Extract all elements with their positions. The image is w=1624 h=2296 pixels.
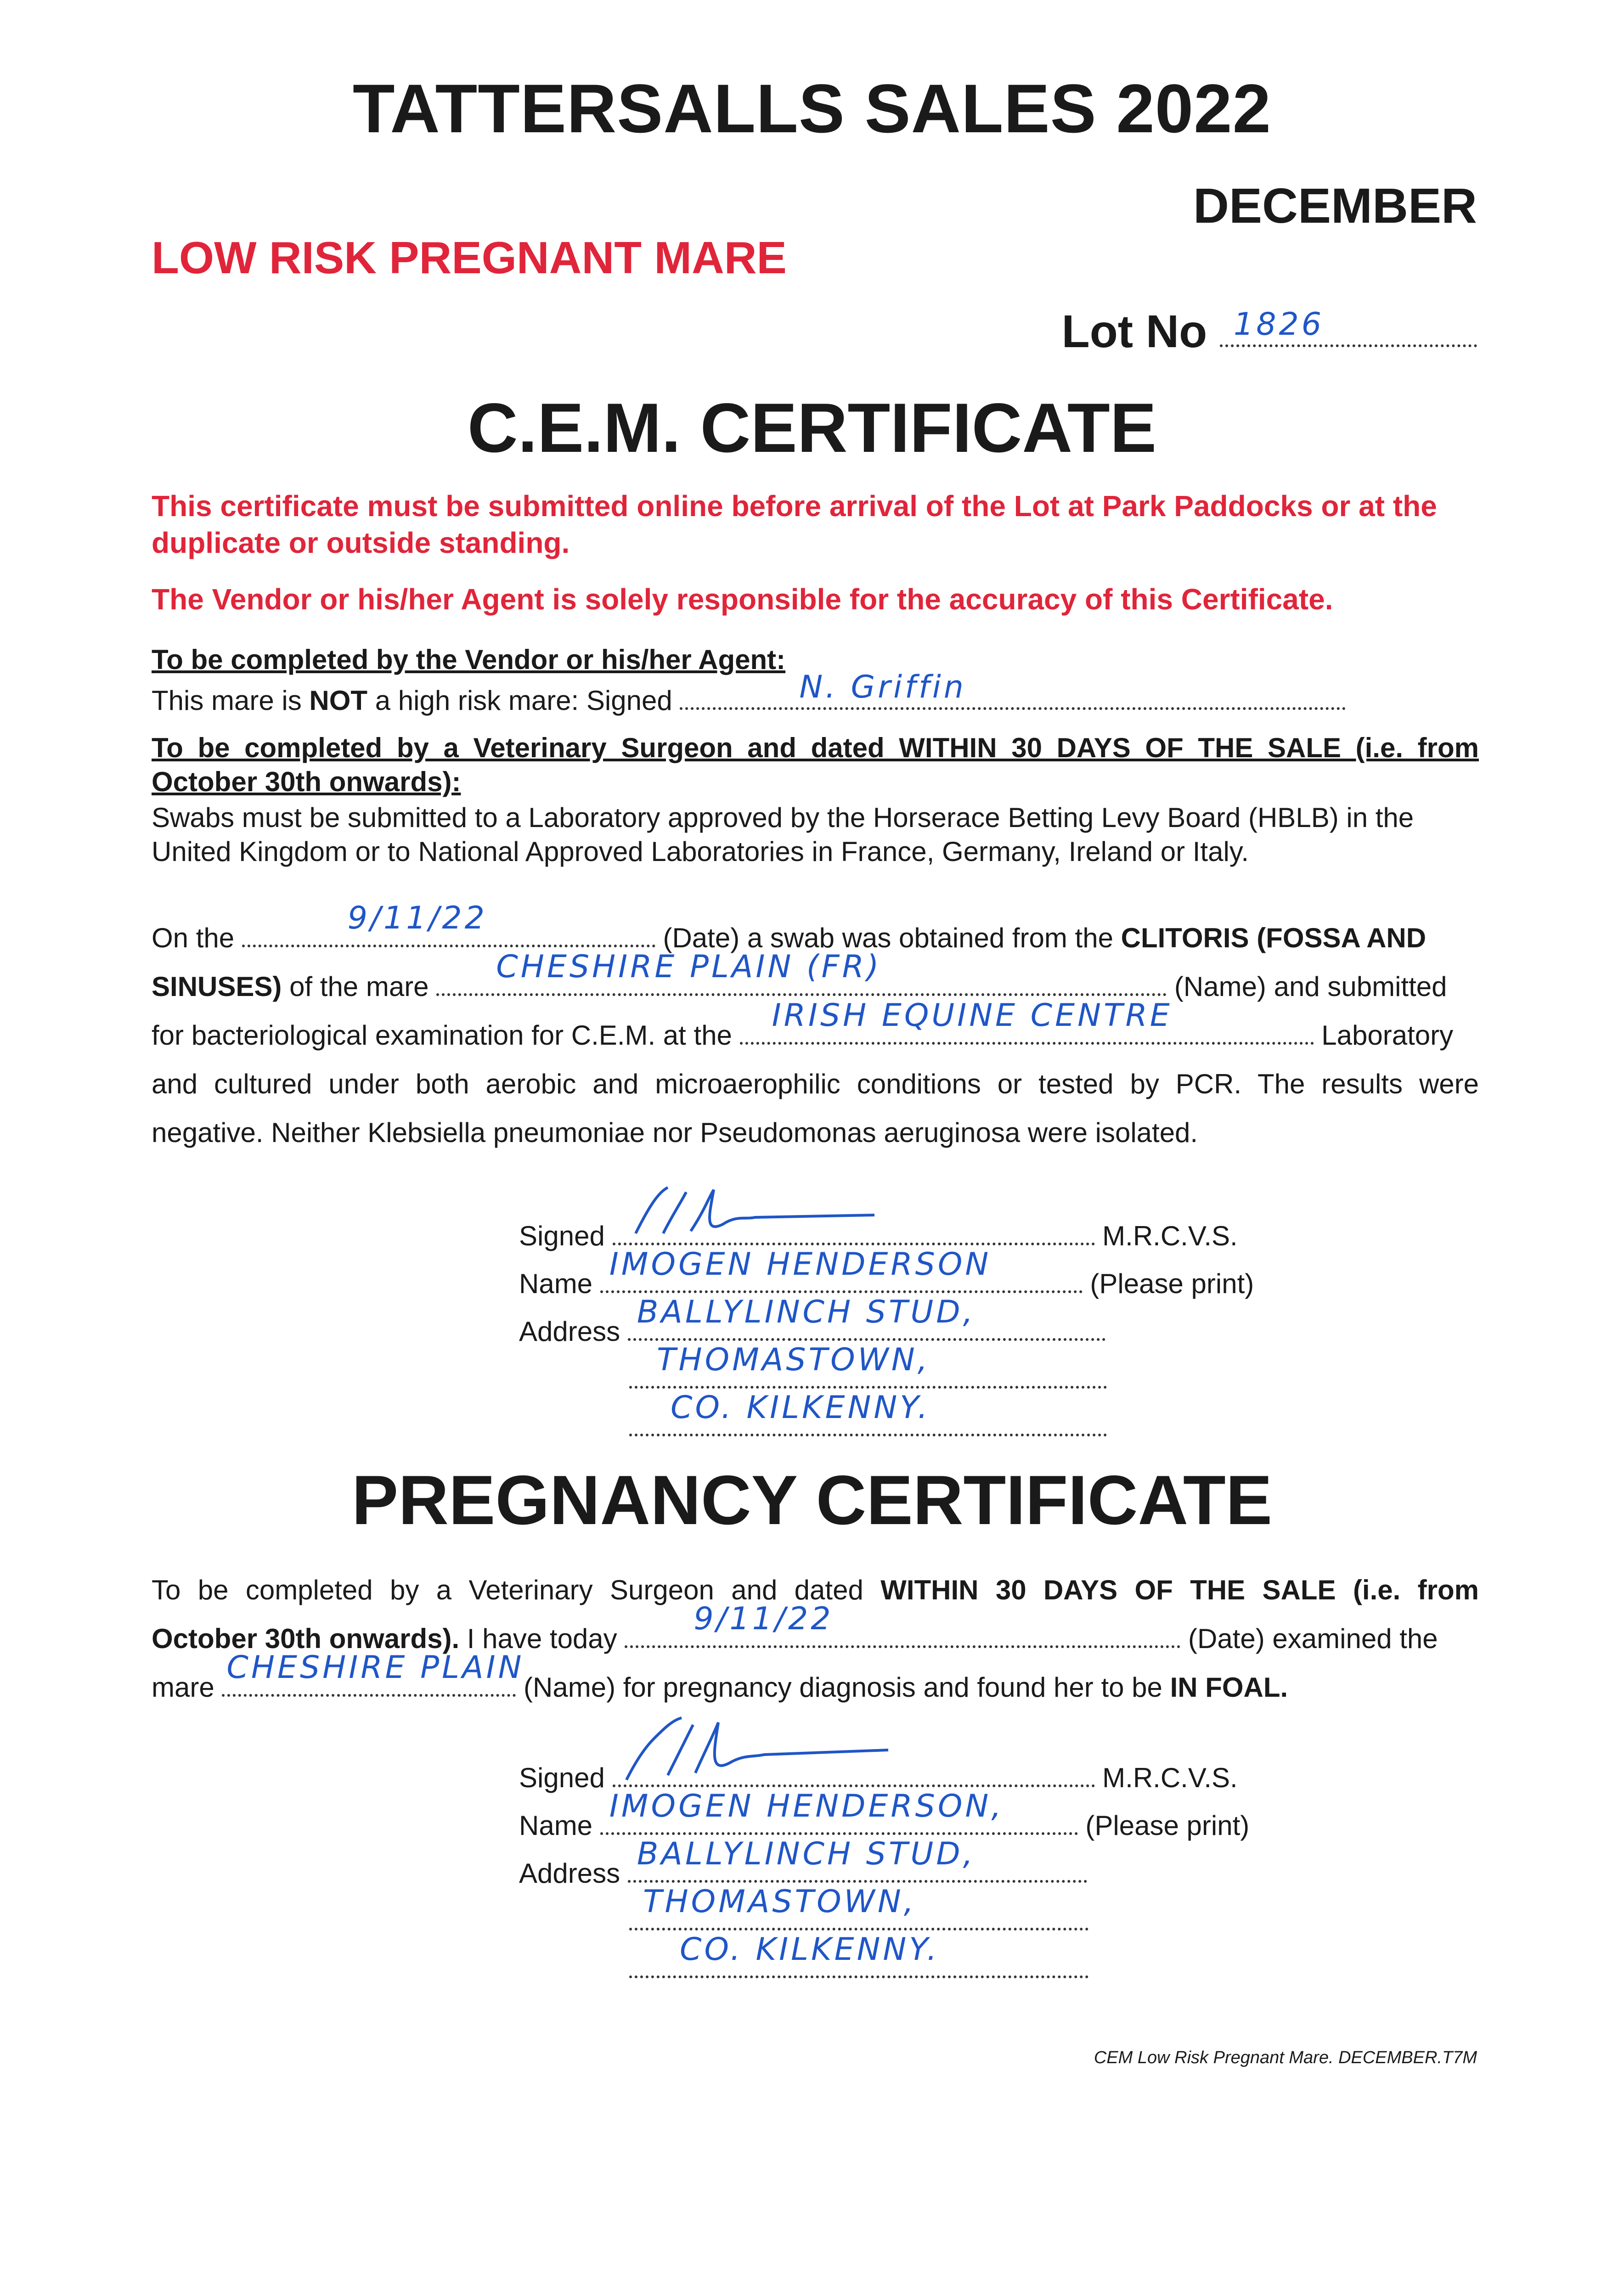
vet-section: [152, 731, 1479, 869]
name-label: Name: [519, 1810, 593, 1841]
pregnancy-mare-label: mare: [152, 1672, 214, 1703]
responsibility-warning: The Vendor or his/her Agent is solely responsible for the accuracy of this Certificate.: [152, 583, 1333, 616]
document-title: TATTERSALLS SALES 2022: [352, 70, 1272, 147]
pregnancy-diagnosis-text: (Name) for pregnancy diagnosis and found her to be: [524, 1672, 1170, 1703]
sinuses-text: SINUSES): [152, 971, 282, 1002]
submission-warning: This certificate must be submitted online before arrival of the Lot at Park Paddocks or at the duplicate or outside standing.: [152, 490, 1437, 559]
pregnancy-heading: PREGNANCY CERTIFICATE: [351, 1461, 1273, 1539]
vendor-line-text: This mare is: [152, 685, 310, 716]
form-code: CEM Low Risk Pregnant Mare. DECEMBER.T7M: [1094, 2048, 1477, 2067]
pregnancy-address-field-3[interactable]: [629, 1931, 1088, 1978]
pregnancy-address-row-3: [519, 1931, 1346, 1993]
pregnancy-mare-name-value: CHESHIRE PLAIN: [226, 1649, 524, 1686]
mare-category: LOW RISK PREGNANT MARE: [152, 232, 787, 283]
pregnancy-address-2: THOMASTOWN,: [643, 1884, 917, 1920]
vendor-line-signed: a high risk mare: Signed: [367, 685, 672, 716]
cem-vet-block: [519, 1212, 1346, 1451]
date-swab-text: (Date) a swab was obtained from the: [663, 923, 1113, 953]
pregnancy-mare-name-field[interactable]: [222, 1649, 524, 1697]
pregnancy-vet-block: [519, 1754, 1346, 1993]
cem-vet-signature: [617, 1178, 893, 1247]
cem-vet-name-value: IMOGEN HENDERSON: [609, 1246, 992, 1283]
lot-label: Lot No: [1061, 306, 1207, 357]
cem-statement: [152, 900, 1479, 1157]
cem-address-3: CO. KILKENNY.: [671, 1390, 930, 1426]
address-label: Address: [519, 1316, 620, 1347]
laboratory-field[interactable]: [740, 997, 1314, 1045]
laboratory-value: IRISH EQUINE CENTRE: [772, 997, 1173, 1034]
cem-address-1: BALLYLINCH STUD,: [637, 1294, 976, 1330]
pregnancy-date-field[interactable]: [625, 1601, 1180, 1648]
bacterio-text: for bacteriological examination for C.E.M. at the: [152, 1020, 732, 1051]
cem-address-row-2: [519, 1342, 1346, 1403]
sale-month: DECEMBER: [1193, 178, 1477, 233]
statement-line-5: negative. Neither Klebsiella pneumoniae nor Pseudomonas aeruginosa were isolated.: [152, 1117, 1198, 1148]
pregnancy-intro-text: To be completed by a Veterinary Surgeon and dated: [152, 1575, 881, 1605]
address-label: Address: [519, 1858, 620, 1889]
signed-label: Signed: [519, 1762, 605, 1793]
pregnancy-address-3: CO. KILKENNY.: [680, 1931, 940, 1968]
pregnancy-october-text: October 30th onwards).: [152, 1623, 460, 1654]
name-submitted-text: (Name) and submitted: [1174, 971, 1447, 1002]
lot-number-field[interactable]: [1220, 306, 1477, 347]
of-the-mare-text: of the mare: [289, 971, 429, 1002]
laboratory-text: Laboratory: [1321, 1020, 1454, 1051]
vendor-heading: To be completed by the Vendor or his/her Agent:: [152, 644, 786, 675]
vendor-declaration: [152, 669, 1479, 718]
statement-line-4: and cultured under both aerobic and microaerophilic conditions or tested by PCR. The results were: [152, 1069, 1479, 1099]
pregnancy-address-1: BALLYLINCH STUD,: [637, 1836, 976, 1872]
vendor-signature-field[interactable]: [680, 669, 1346, 710]
mare-name-value: CHESHIRE PLAIN (FR): [496, 949, 882, 985]
mrcvs-label: M.R.C.V.S.: [1102, 1221, 1238, 1251]
lot-number-value: 1826: [1234, 306, 1325, 343]
pregnancy-vet-signature: [617, 1711, 902, 1789]
pregnancy-line-3: [152, 1649, 1479, 1712]
name-label: Name: [519, 1268, 593, 1299]
pregnancy-examined-text: (Date) examined the: [1188, 1623, 1438, 1654]
swab-date-value: 9/11/22: [347, 900, 487, 936]
on-the-label: On the: [152, 923, 235, 953]
pregnancy-statement: [152, 1566, 1479, 1712]
vendor-section: [152, 643, 1479, 718]
pregnancy-date-value: 9/11/22: [694, 1601, 834, 1637]
vendor-line-not: NOT: [309, 685, 368, 716]
signed-label: Signed: [519, 1221, 605, 1251]
pregnancy-vet-name-value: IMOGEN HENDERSON,: [609, 1788, 1004, 1824]
cem-address-row-1: [519, 1294, 1346, 1356]
pregnancy-within-text: WITHIN 30 DAYS OF THE SALE (i.e. from: [880, 1575, 1479, 1605]
lot-number-row: [1062, 305, 1477, 358]
clitoris-text: CLITORIS (FOSSA AND: [1121, 923, 1427, 953]
vet-heading: To be completed by a Veterinary Surgeon and dated WITHIN 30 DAYS OF THE SALE (i.e. from October 30th onwards):: [152, 732, 1479, 797]
vendor-signature: N. Griffin: [799, 669, 966, 705]
please-print-label: (Please print): [1090, 1268, 1254, 1299]
cem-address-row-3: [519, 1390, 1346, 1451]
statement-line-3: [152, 997, 1479, 1060]
cem-heading: C.E.M. CERTIFICATE: [467, 389, 1157, 467]
pregnancy-today-text: I have today: [459, 1623, 617, 1654]
in-foal-text: IN FOAL.: [1170, 1672, 1288, 1703]
cem-address-2: THOMASTOWN,: [657, 1342, 930, 1378]
cem-address-field-3[interactable]: [629, 1390, 1107, 1436]
mrcvs-label: M.R.C.V.S.: [1102, 1762, 1238, 1793]
please-print-label: (Please print): [1085, 1810, 1250, 1841]
swab-note: Swabs must be submitted to a Laboratory approved by the Horserace Betting Levy Board (HBLB) in the United Kingdom or to National Approved Laboratories in France, Germany, Ireland or Italy.: [152, 802, 1414, 867]
